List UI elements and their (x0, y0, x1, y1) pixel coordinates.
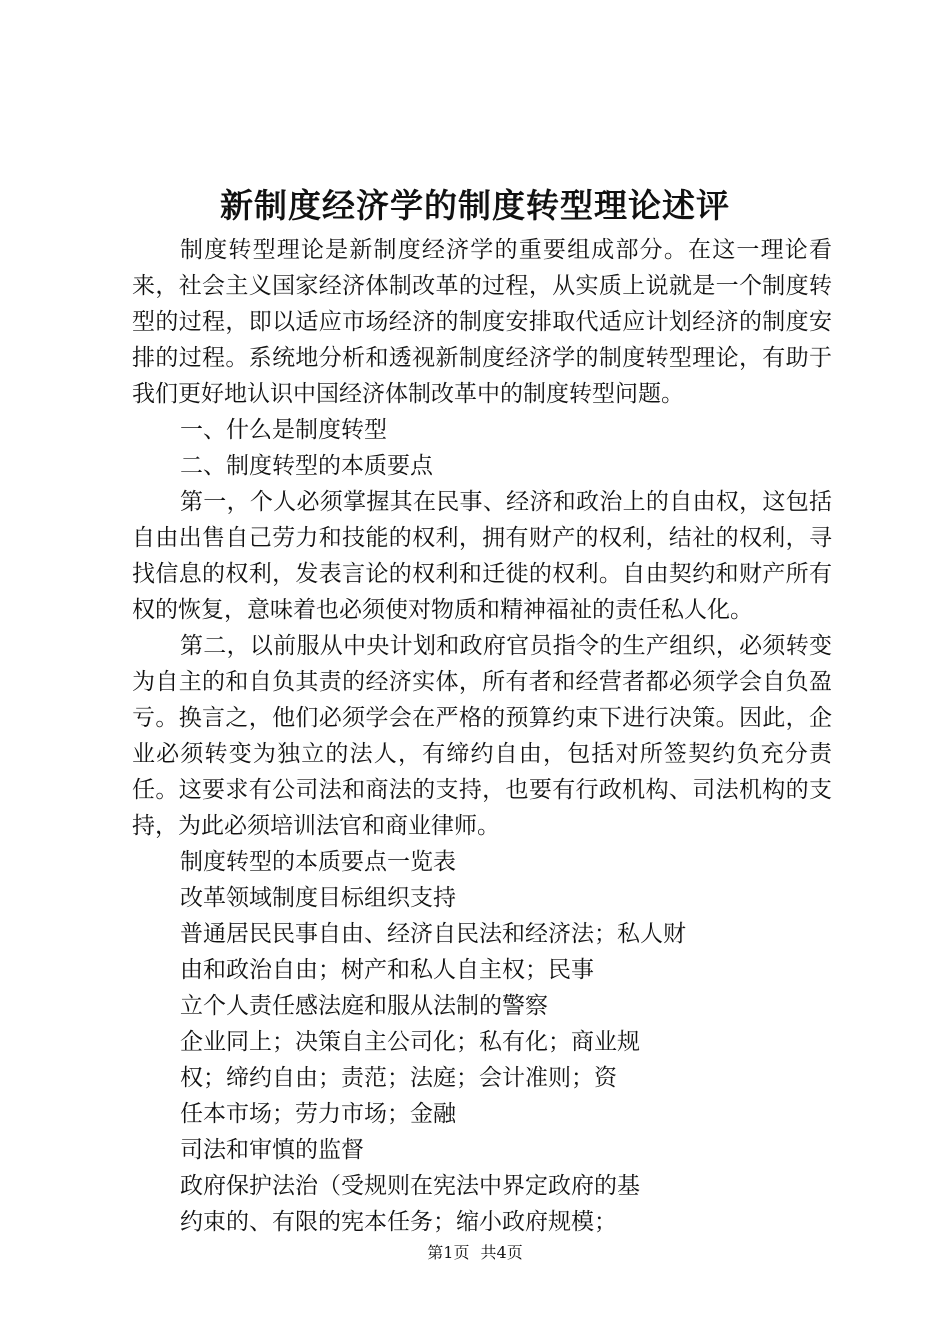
point-2-paragraph: 第二，以前服从中央计划和政府官员指令的生产组织，必须转变为自主的和自负其责的经济实体，所有者和经营者都必须学会自负盈亏。换言之，他们必须学会在严格的预算约束下进行决策。因此，企业必须转变为独立的法人，有缔约自由，包括对所签契约负充分责任。这要求有公司法和商法的支持，也要有行政机构、司法机构的支持，为此必须培训法官和商业律师。 (132, 633, 832, 839)
table-line: 约束的、有限的宪本任务；缩小政府规模； (180, 1209, 617, 1235)
page-footer (0, 1241, 950, 1265)
document-title: 新制度经济学的制度转型理论述评 (220, 186, 730, 225)
table-line: 制度转型的本质要点一览表 (180, 849, 456, 875)
table-line: 改革领域制度目标组织支持 (180, 885, 456, 911)
table-line: 政府保护法治（受规则在宪法中界定政府的基 (180, 1173, 640, 1199)
table-line: 企业同上；决策自主公司化；私有化；商业规 (180, 1029, 640, 1055)
table-line: 司法和审慎的监督 (180, 1137, 364, 1163)
table-line: 权；缔约自由；责范；法庭；会计准则；资 (180, 1065, 617, 1091)
section-heading-2: 二、制度转型的本质要点 (180, 453, 433, 479)
point-1-paragraph: 第一，个人必须掌握其在民事、经济和政治上的自由权，这包括自由出售自己劳力和技能的权利，拥有财产的权利，结社的权利，寻找信息的权利，发表言论的权利和迁徙的权利。自由契约和财产所有权的恢复，意味着也必须使对物质和精神福祉的责任私人化。 (132, 489, 832, 623)
document-body (132, 232, 832, 1240)
page-total: 共4页 (480, 1243, 523, 1262)
table-line: 任本市场；劳力市场；金融 (180, 1101, 456, 1127)
summary-table-text (132, 844, 832, 1240)
table-line: 普通居民民事自由、经济自民法和经济法；私人财 (180, 921, 686, 947)
page-number: 第1页 (427, 1243, 470, 1262)
table-line: 立个人责任感法庭和服从法制的警察 (180, 993, 548, 1019)
section-heading-1: 一、什么是制度转型 (180, 417, 387, 443)
table-line: 由和政治自由；树产和私人自主权；民事 (180, 957, 594, 983)
intro-paragraph: 制度转型理论是新制度经济学的重要组成部分。在这一理论看来，社会主义国家经济体制改革的过程，从实质上说就是一个制度转型的过程，即以适应市场经济的制度安排取代适应计划经济的制度安排的过程。系统地分析和透视新制度经济学的制度转型理论，有助于我们更好地认识中国经济体制改革中的制度转型问题。 (132, 237, 832, 407)
